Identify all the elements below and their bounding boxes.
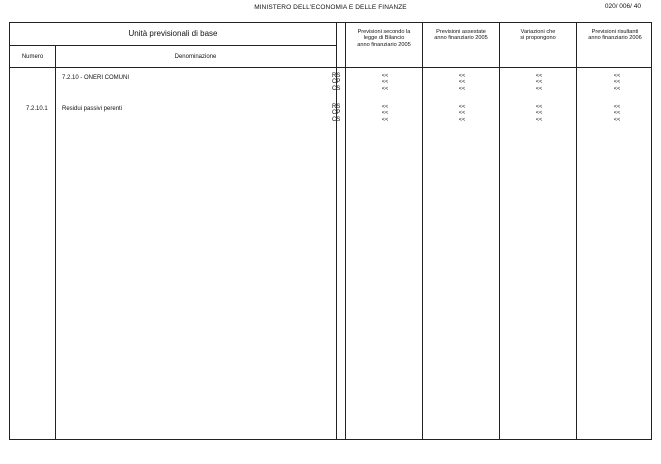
row-numero: 7.2.10.1: [26, 106, 48, 112]
value: <<: [535, 110, 543, 117]
header-col2-line2: anno finanziario 2005: [434, 35, 488, 42]
header-col1: [346, 29, 422, 48]
row-denominazione: Residui passivi perenti: [62, 106, 123, 112]
budget-table: [9, 22, 652, 440]
divider-subheader: [10, 45, 336, 46]
value: <<: [613, 104, 621, 110]
header-col3-line2: si propongono: [520, 35, 556, 42]
code-cp: CP: [332, 110, 341, 117]
row-denominazione: 7.2.10 - ONERI COMUNI: [62, 75, 130, 81]
header-gap: [337, 23, 345, 67]
code-cp: CP: [332, 79, 341, 86]
value: <<: [613, 110, 621, 117]
value: <<: [535, 79, 543, 86]
value: <<: [381, 85, 389, 92]
row-values-col3: [524, 73, 554, 92]
row-values-col1: [370, 104, 400, 123]
header-col2-line1: Previsioni assestate: [436, 29, 486, 35]
value: <<: [458, 79, 466, 86]
code-cs: CS: [332, 85, 341, 92]
divider-col2: [422, 23, 423, 439]
divider-col4: [576, 23, 577, 439]
header-numero: Numero: [21, 54, 44, 60]
value: <<: [535, 85, 543, 92]
header-col1-line1: Previsioni secondo la: [357, 29, 411, 35]
value: <<: [535, 73, 543, 79]
document-title: MINISTERO DELL'ECONOMIA E DELLE FINANZE: [254, 4, 407, 11]
divider-col1: [345, 23, 346, 439]
page-code: 020/ 006/ 40: [604, 3, 641, 10]
value: <<: [381, 110, 389, 117]
divider-header: [10, 67, 651, 68]
row-values-col4: [602, 73, 632, 92]
row-values-col2: [447, 104, 477, 123]
header-col1-line2: legge di Bilancio: [363, 35, 405, 42]
value: <<: [458, 104, 466, 110]
header-col4: [577, 29, 653, 42]
value: <<: [381, 104, 389, 110]
group-header: Unità previsionali di base: [128, 29, 218, 38]
value: <<: [458, 116, 466, 123]
row-values-col2: [447, 73, 477, 92]
header-col3: [500, 29, 576, 42]
value: <<: [381, 79, 389, 86]
header-col1-line3: anno finanziario 2005: [357, 41, 411, 48]
row-values-col1: [370, 73, 400, 92]
value: <<: [535, 116, 543, 123]
header-col4-line1: Previsioni risultanti: [591, 29, 639, 35]
value: <<: [535, 104, 543, 110]
header-col2: [423, 29, 499, 42]
value: <<: [381, 116, 389, 123]
value: <<: [613, 73, 621, 79]
header-col3-line1: Variazioni che: [520, 29, 556, 35]
value: <<: [613, 79, 621, 86]
code-rs: RS: [332, 73, 341, 79]
value: <<: [458, 85, 466, 92]
value: <<: [613, 116, 621, 123]
row-codes: [332, 73, 340, 92]
value: <<: [613, 85, 621, 92]
code-cs: CS: [332, 116, 341, 123]
header-col4-line2: anno finanziario 2006: [588, 35, 642, 42]
value: <<: [381, 73, 389, 79]
row-values-col4: [602, 104, 632, 123]
value: <<: [458, 73, 466, 79]
row-codes: [332, 104, 340, 123]
divider-col3: [499, 23, 500, 439]
row-values-col3: [524, 104, 554, 123]
value: <<: [458, 110, 466, 117]
divider-numero: [55, 45, 56, 439]
code-rs: RS: [332, 104, 341, 110]
header-denominazione: Denominazione: [174, 54, 217, 60]
